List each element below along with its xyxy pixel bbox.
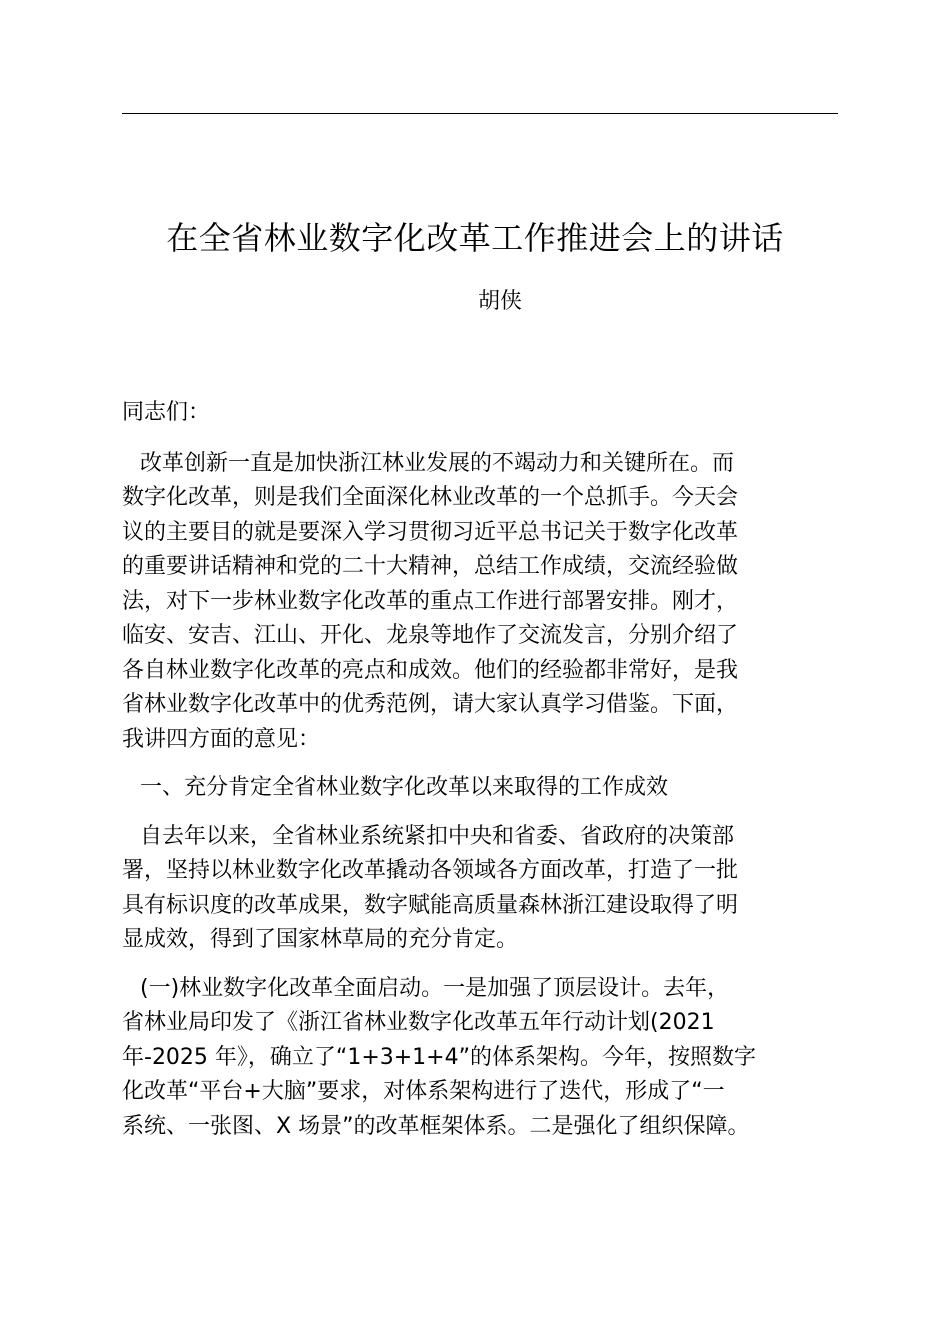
paragraph-line: 的重要讲话精神和党的二十大精神，总结工作成绩，交流经验做 [122, 554, 739, 579]
salutation [122, 396, 842, 431]
section-heading-text: 一、充分肯定全省林业数字化改革以来取得的工作成效 [140, 775, 669, 800]
paragraph-line: 议的主要目的就是要深入学习贯彻习近平总书记关于数字化改革 [122, 519, 739, 545]
paragraph-line: 化改革“平台+大脑”要求，对体系架构进行了迭代，形成了“一 [122, 1079, 725, 1104]
paragraph-line: 法，对下一步林业数字化改革的重点工作进行部署安排。刚才， [122, 588, 739, 614]
paragraph-line: 年-2025 年》，确立了“1+3+1+4”的体系架构。今年，按照数字 [122, 1044, 757, 1070]
paragraph-line: 具有标识度的改革成果，数字赋能高质量森林浙江建设取得了明 [122, 892, 739, 918]
paragraph-achievements [122, 820, 842, 958]
salutation-text: 同志们： [122, 400, 211, 425]
paragraph-line: 数字化改革，则是我们全面深化林业改革的一个总抓手。今天会 [122, 485, 739, 510]
paragraph-line: 临安、安吉、江山、开化、龙泉等地作了交流发言，分别介绍了 [122, 623, 739, 648]
paragraph-line: 署，坚持以林业数字化改革撬动各领域各方面改革，打造了一批 [122, 858, 739, 883]
paragraph-line: 各自林业数字化改革的亮点和成效。他们的经验都非常好，是我 [122, 657, 739, 683]
paragraph-line: 改革创新一直是加快浙江林业发展的不竭动力和关键所在。而 [140, 450, 735, 476]
paragraph-line: 省林业数字化改革中的优秀范例，请大家认真学习借鉴。下面， [122, 692, 739, 717]
section-heading [122, 771, 842, 806]
paragraph-line: 显成效，得到了国家林草局的充分肯定。 [122, 927, 519, 952]
paragraph-subsection-1 [122, 972, 842, 1145]
document-title: 在全省林业数字化改革工作推进会上的讲话 [166, 219, 784, 257]
document-body [122, 396, 842, 1144]
header-rule [122, 113, 838, 114]
document-author: 胡侠 [477, 289, 522, 314]
paragraph-line: 系统、一张图、X 场景”的改革框架体系。二是强化了组织保障。 [122, 1113, 750, 1139]
paragraph-line: 我讲四方面的意见： [122, 726, 321, 752]
paragraph-line: 省林业局印发了《浙江省林业数字化改革五年行动计划(2021 [122, 1010, 715, 1035]
paragraph-intro [122, 447, 842, 758]
paragraph-line: 自去年以来，全省林业系统紧扣中央和省委、省政府的决策部 [140, 823, 735, 849]
paragraph-line: (一)林业数字化改革全面启动。一是加强了顶层设计。去年， [140, 975, 730, 1001]
